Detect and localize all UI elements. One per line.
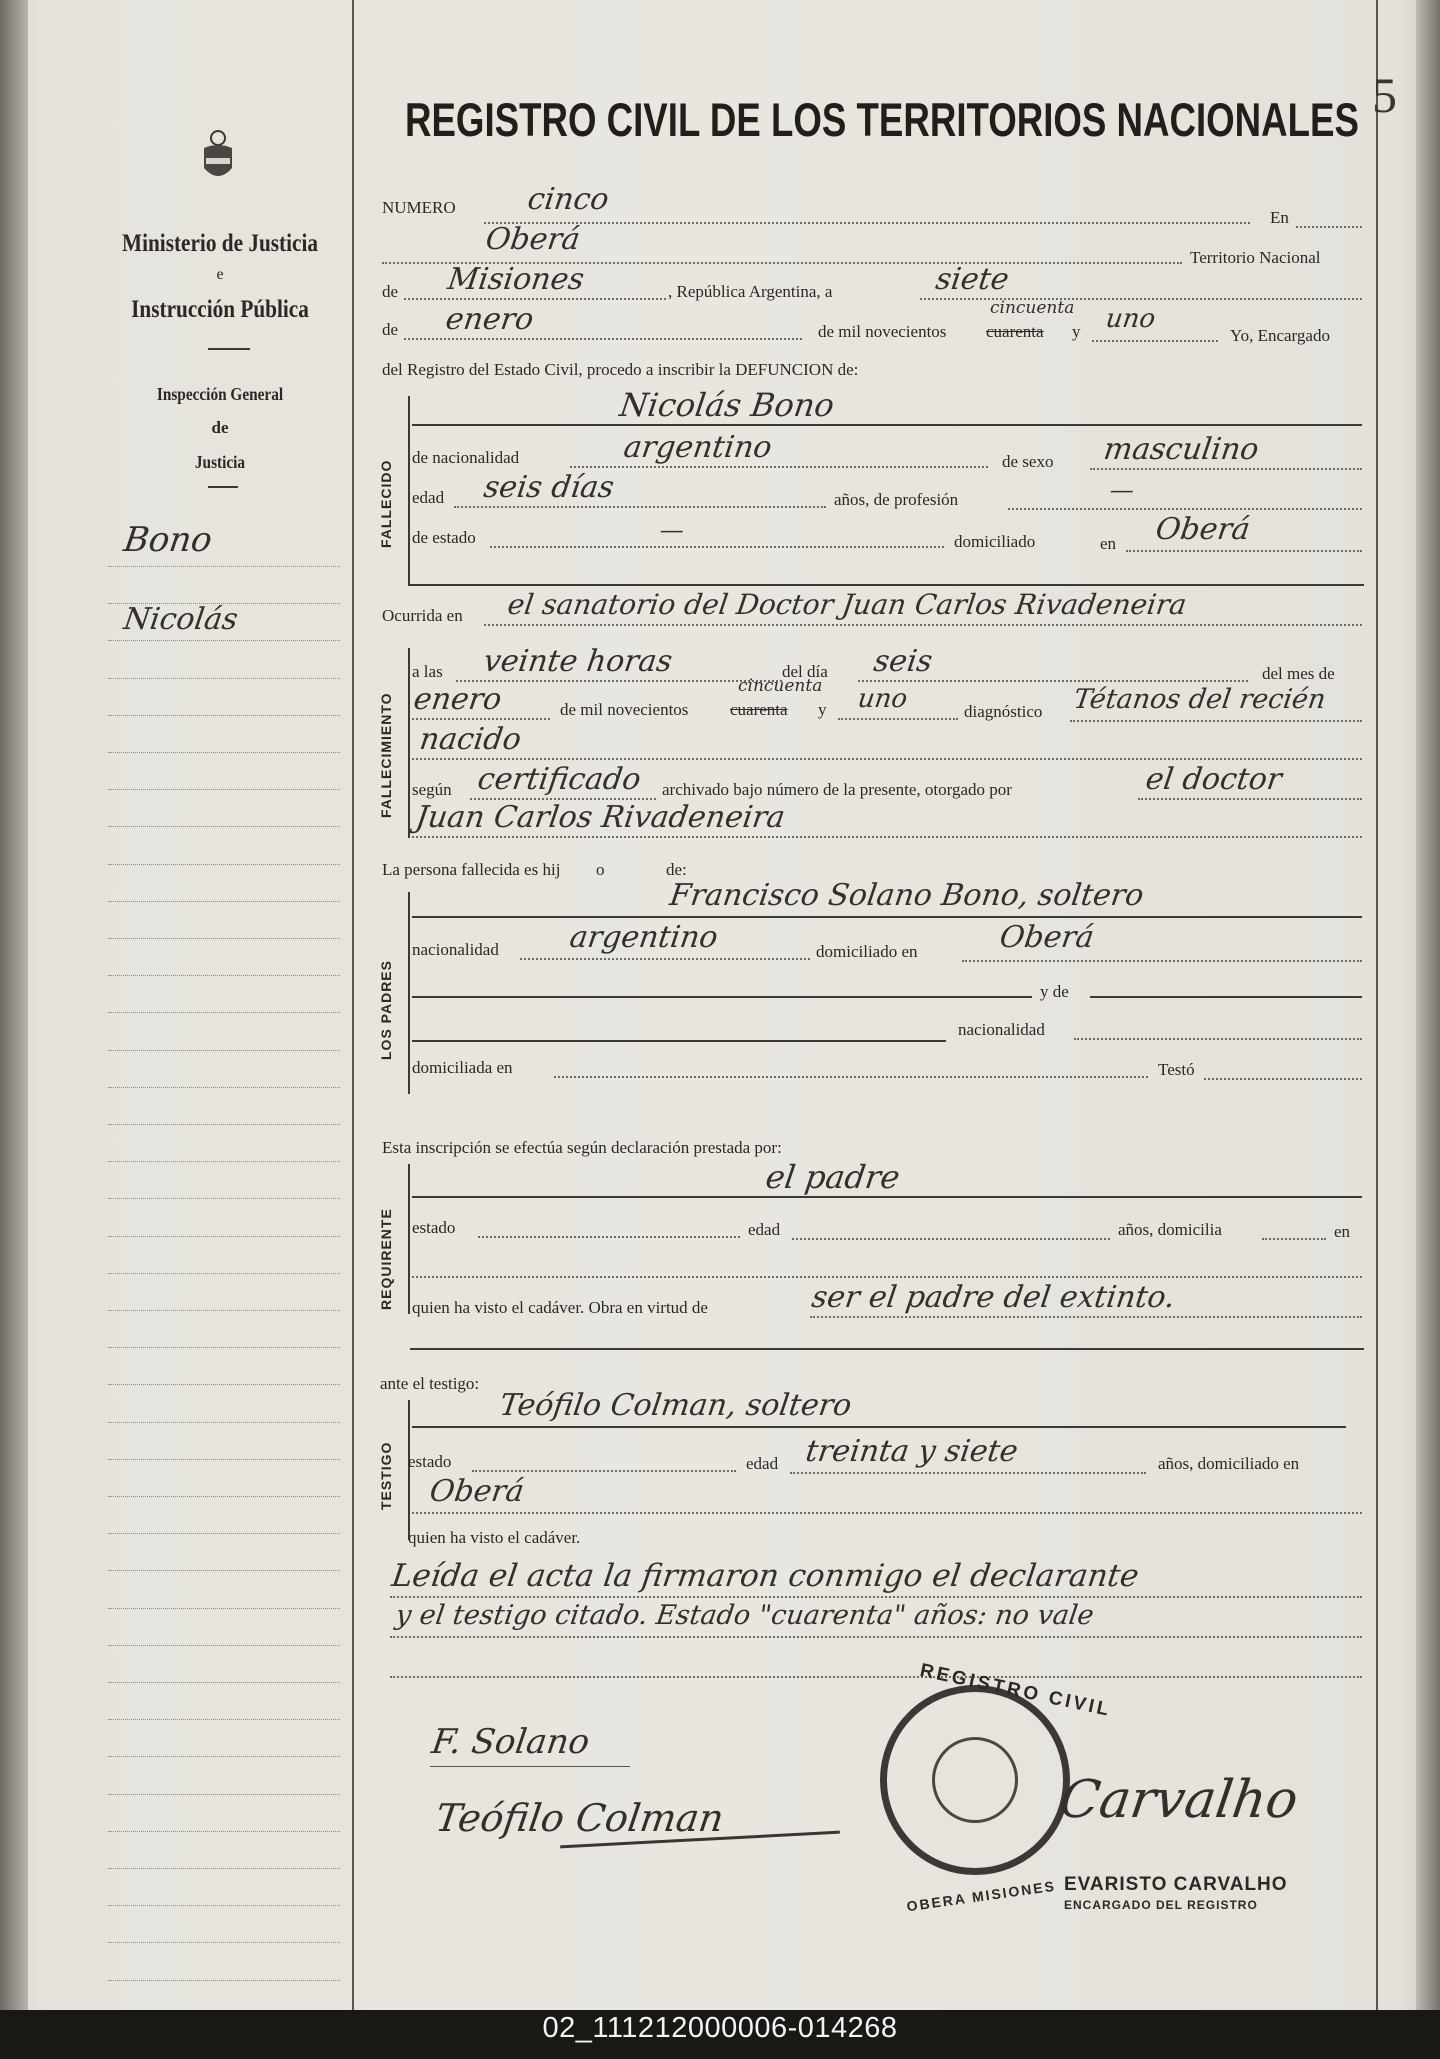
testo-line (1204, 1078, 1362, 1080)
test-anos-label: años, domiciliado en (1158, 1454, 1300, 1473)
margin-rule (108, 1533, 340, 1534)
section-bracket (408, 396, 410, 586)
margin-rule (108, 938, 340, 939)
stamp-emblem-icon (932, 1737, 1018, 1823)
diagnostico-line-2 (412, 758, 1362, 760)
hora-line (456, 680, 782, 682)
section-bracket (408, 648, 410, 838)
margin-rule (108, 826, 340, 827)
mil-label-2: de mil novecientos (560, 700, 689, 719)
day-value: siete (933, 262, 1012, 297)
ano-line (838, 718, 958, 720)
diagnostico-value-2: nacido (417, 722, 524, 757)
hora-value: veinte horas (481, 644, 675, 679)
margin-rule (108, 1384, 340, 1385)
testigo-value: Teófilo Colman, soltero (497, 1388, 854, 1423)
del-mes-label: del mes de (1262, 664, 1335, 683)
month-line (404, 338, 802, 340)
margin-rule (108, 715, 340, 716)
ministry-line-3: Instrucción Pública (131, 296, 309, 323)
estado-label: de estado (412, 528, 476, 547)
req-quien-value: ser el padre del extinto. (809, 1280, 1178, 1315)
margin-rule (108, 864, 340, 865)
margin-rule (108, 1273, 340, 1274)
domiciliada-label: domiciliada en (412, 1058, 513, 1077)
sexo-value: masculino (1101, 432, 1261, 467)
numero-line (484, 222, 1250, 224)
margin-rule (108, 901, 340, 902)
republica-label: , República Argentina, a (668, 282, 833, 301)
mother-nacionalidad-line (1074, 1038, 1362, 1040)
section-rule (410, 1348, 1364, 1350)
test-estado-line (472, 1470, 736, 1472)
margin-surname: Bono (121, 520, 215, 560)
margin-rule (108, 1198, 340, 1199)
otorgado-value-2: Juan Carlos Rivadeneira (413, 800, 788, 835)
domicilio-line (1126, 550, 1362, 552)
sexo-line (1090, 468, 1362, 470)
territorio-label: Territorio Nacional (1190, 248, 1321, 267)
mother-name-line-2 (1090, 996, 1362, 998)
testigo-section-label: TESTIGO (378, 1441, 394, 1510)
margin-rule (108, 1794, 340, 1795)
year-unit-line (1092, 340, 1218, 342)
margin-rule (108, 566, 340, 567)
margin-rule (108, 1608, 340, 1609)
de-label: de (382, 282, 399, 301)
req-quien-line (810, 1316, 1362, 1318)
territory-value: Misiones (445, 262, 587, 297)
margin-divider (352, 0, 354, 2010)
req-quien-label: quien ha visto el cadáver. Obra en virtud de (412, 1298, 708, 1317)
year-unit-value: uno (1103, 304, 1158, 334)
en-line (1296, 226, 1362, 228)
domiciliado-label: domiciliado (954, 532, 1036, 551)
father-domicilio-value: Oberá (997, 920, 1097, 955)
right-border (1376, 0, 1378, 2010)
page-edge-left (0, 0, 28, 2010)
stamp-top-text: REGISTRO CIVIL (918, 1659, 1114, 1722)
a-las-label: a las (412, 662, 443, 681)
padres-intro-de: de: (666, 860, 687, 879)
test-edad-label: edad (746, 1454, 779, 1473)
y-label: y (1072, 322, 1081, 341)
cuarenta-struck: cuarenta (986, 322, 1044, 341)
stamp-bottom-text: OBERA MISIONES (905, 1877, 1057, 1915)
segun-label: según (412, 780, 452, 799)
page-title: REGISTRO CIVIL DE LOS TERRITORIOS NACIONALES (405, 93, 1359, 146)
otorgado-line-2 (412, 836, 1362, 838)
padres-intro-label: La persona fallecida es hij (382, 860, 561, 879)
numero-value: cinco (525, 182, 612, 217)
margin-rule (108, 1422, 340, 1423)
image-caption: 02_111212000006-014268 (542, 2012, 898, 2044)
req-en-label: en (1334, 1222, 1351, 1241)
fallecimiento-section-label: FALLECIMIENTO (378, 692, 394, 818)
estado-value: — (658, 516, 686, 544)
requirente-value: el padre (763, 1158, 903, 1196)
requirente-section-label: REQUIRENTE (378, 1208, 394, 1310)
y-label-2: y (818, 700, 827, 719)
en-label: En (1270, 208, 1289, 227)
margin-rule (108, 1161, 340, 1162)
nacionalidad-line (570, 466, 988, 468)
section-rule (410, 584, 1364, 586)
registro-line: del Registro del Estado Civil, procedo a inscribir la DEFUNCION de: (382, 360, 859, 379)
mes-line (412, 718, 550, 720)
name-line (412, 424, 1362, 426)
req-estado-line (478, 1236, 740, 1238)
inspection-line-2: de (211, 418, 229, 437)
mother-domicilio-line (554, 1076, 1148, 1078)
requirente-intro-label: Esta inscripción se efectúa según declaración prestada por: (382, 1138, 782, 1157)
edad-label: edad (412, 488, 445, 507)
registry-stamp (880, 1685, 1070, 1875)
dia-line (858, 680, 1248, 682)
month-value: enero (443, 302, 536, 337)
place-value: Oberá (483, 222, 583, 257)
diagnostico-line (1070, 720, 1362, 722)
margin-rule (108, 1496, 340, 1497)
closing-line-2 (390, 1636, 1362, 1638)
ano-value: uno (855, 684, 910, 714)
edad-line (454, 506, 826, 508)
day-line (920, 298, 1362, 300)
signature-underline (430, 1766, 630, 1767)
section-bracket (408, 892, 410, 1094)
en-label-2: en (1100, 534, 1117, 553)
mother-name-line (412, 996, 1032, 998)
divider (208, 486, 238, 488)
de-label-2: de (382, 320, 399, 339)
inspection-line-3: Justicia (194, 452, 246, 472)
margin-rule (108, 1236, 340, 1237)
otorgado-value: el doctor (1143, 762, 1284, 797)
req-anos-label: años, domicilia (1118, 1220, 1222, 1239)
ocurrida-label: Ocurrida en (382, 606, 463, 625)
margin-rule (108, 1459, 340, 1460)
margin-given-name: Nicolás (121, 602, 241, 637)
page-edge-right (1416, 0, 1440, 2010)
deceased-name-value: Nicolás Bono (617, 386, 837, 424)
profesion-value: — (1108, 476, 1136, 504)
nacionalidad-label: de nacionalidad (412, 448, 520, 467)
margin-rule (108, 789, 340, 790)
testigo-line (412, 1426, 1346, 1428)
req-domicilio-line-2 (412, 1276, 1362, 1278)
margin-rule (108, 1050, 340, 1051)
father-nacionalidad-line (520, 958, 810, 960)
dia-value: seis (871, 644, 935, 679)
mes-value: enero (411, 682, 504, 717)
father-line (412, 916, 1362, 918)
margin-rule (108, 1124, 340, 1125)
mil-label: de mil novecientos (818, 322, 947, 341)
profesion-line (1008, 508, 1362, 510)
inspection-line-1: Inspección General (156, 384, 284, 404)
requirente-line (412, 1196, 1362, 1198)
req-edad-label: edad (748, 1220, 781, 1239)
testo-label: Testó (1158, 1060, 1195, 1079)
margin-rule (108, 603, 340, 604)
ministry-line-1: Ministerio de Justicia (122, 230, 318, 257)
page-number: 5 (1372, 67, 1397, 123)
archivado-label: archivado bajo número de la presente, otorgado por (662, 780, 1012, 799)
margin-rule (108, 1645, 340, 1646)
padres-intro-suffix: o (596, 860, 605, 879)
margin-rule (108, 1347, 340, 1348)
registrar-name: EVARISTO CARVALHO (1064, 1874, 1288, 1895)
test-edad-value: treinta y siete (803, 1434, 1021, 1469)
margin-rule (108, 640, 340, 641)
margin-rule (108, 678, 340, 679)
margin-rule (108, 1570, 340, 1571)
test-quien-label: quien ha visto el cadáver. (408, 1528, 581, 1547)
del-dia-label: del día (782, 662, 828, 681)
registrar-signature: Carvalho (1055, 1770, 1302, 1830)
margin-rule (108, 975, 340, 976)
margin-rule (108, 1831, 340, 1832)
edad-value: seis días (481, 470, 617, 505)
margin-rule (108, 1012, 340, 1013)
anos-label: años, de profesión (834, 490, 959, 509)
closing-line-3 (390, 1676, 1362, 1678)
fallecido-section-label: FALLECIDO (378, 459, 394, 548)
ocurrida-value: el sanatorio del Doctor Juan Carlos Rivadeneira (505, 588, 1189, 621)
domiciliado-en-label: domiciliado en (816, 942, 918, 961)
margin-rule (108, 752, 340, 753)
sexo-label: de sexo (1002, 452, 1054, 471)
margin-rule (108, 1980, 340, 1981)
cuarenta-struck-2: cuarenta (730, 700, 788, 719)
numero-label: NUMERO (382, 198, 456, 217)
otorgado-line (1138, 798, 1362, 800)
diagnostico-value: Tétanos del recién (1071, 684, 1328, 715)
father-domicilio-line (962, 960, 1362, 962)
segun-value: certificado (475, 762, 643, 797)
closing-text-2: y el testigo citado. Estado "cuarenta" años: no vale (393, 1600, 1096, 1631)
test-estado-label: estado (408, 1452, 452, 1471)
ministry-line-2: e (216, 266, 224, 283)
territory-line (404, 298, 666, 300)
testigo-intro-label: ante el testigo: (380, 1374, 480, 1393)
margin-rule (108, 1087, 340, 1088)
padres-section-label: LOS PADRES (378, 960, 394, 1060)
margin-rule (108, 1756, 340, 1757)
nacionalidad-label-3: nacionalidad (958, 1020, 1045, 1039)
mother-line (412, 1040, 946, 1042)
father-nacionalidad-value: argentino (567, 920, 721, 955)
signature-declarant: F. Solano (429, 1722, 592, 1762)
domicilio-value: Oberá (1153, 512, 1253, 547)
margin-rule (108, 1310, 340, 1311)
margin-rule (108, 1905, 340, 1906)
closing-text-1: Leída el acta la firmaron conmigo el declarante (389, 1558, 1142, 1594)
cincuenta-insert-2: cincuenta (738, 676, 823, 696)
section-bracket (408, 1164, 410, 1314)
father-value: Francisco Solano Bono, soltero (667, 878, 1146, 913)
req-edad-line (792, 1238, 1110, 1240)
estado-line (490, 546, 944, 548)
nacionalidad-value: argentino (621, 430, 775, 465)
margin-rule (108, 1682, 340, 1683)
ocurrida-line (484, 624, 1362, 626)
nacionalidad-label-2: nacionalidad (412, 940, 499, 959)
signature-witness: Teófilo Colman (432, 1796, 727, 1840)
yo-label: Yo, Encargado (1230, 326, 1330, 345)
divider (208, 348, 250, 350)
margin-rule (108, 1942, 340, 1943)
test-domicilio-line (412, 1512, 1362, 1514)
diagnostico-label: diagnóstico (964, 702, 1043, 721)
req-domicilio-line (1262, 1238, 1326, 1240)
test-domicilio-value: Oberá (427, 1474, 527, 1509)
y-de-label: y de (1040, 982, 1069, 1001)
cincuenta-insert: cincuenta (990, 298, 1075, 318)
registrar-title: ENCARGADO DEL REGISTRO (1064, 1898, 1258, 1912)
closing-line-1 (390, 1596, 1362, 1598)
req-estado-label: estado (412, 1218, 456, 1237)
test-edad-line (790, 1472, 1146, 1474)
coat-of-arms-icon (200, 128, 236, 191)
margin-rule (108, 1868, 340, 1869)
margin-rule (108, 1719, 340, 1720)
